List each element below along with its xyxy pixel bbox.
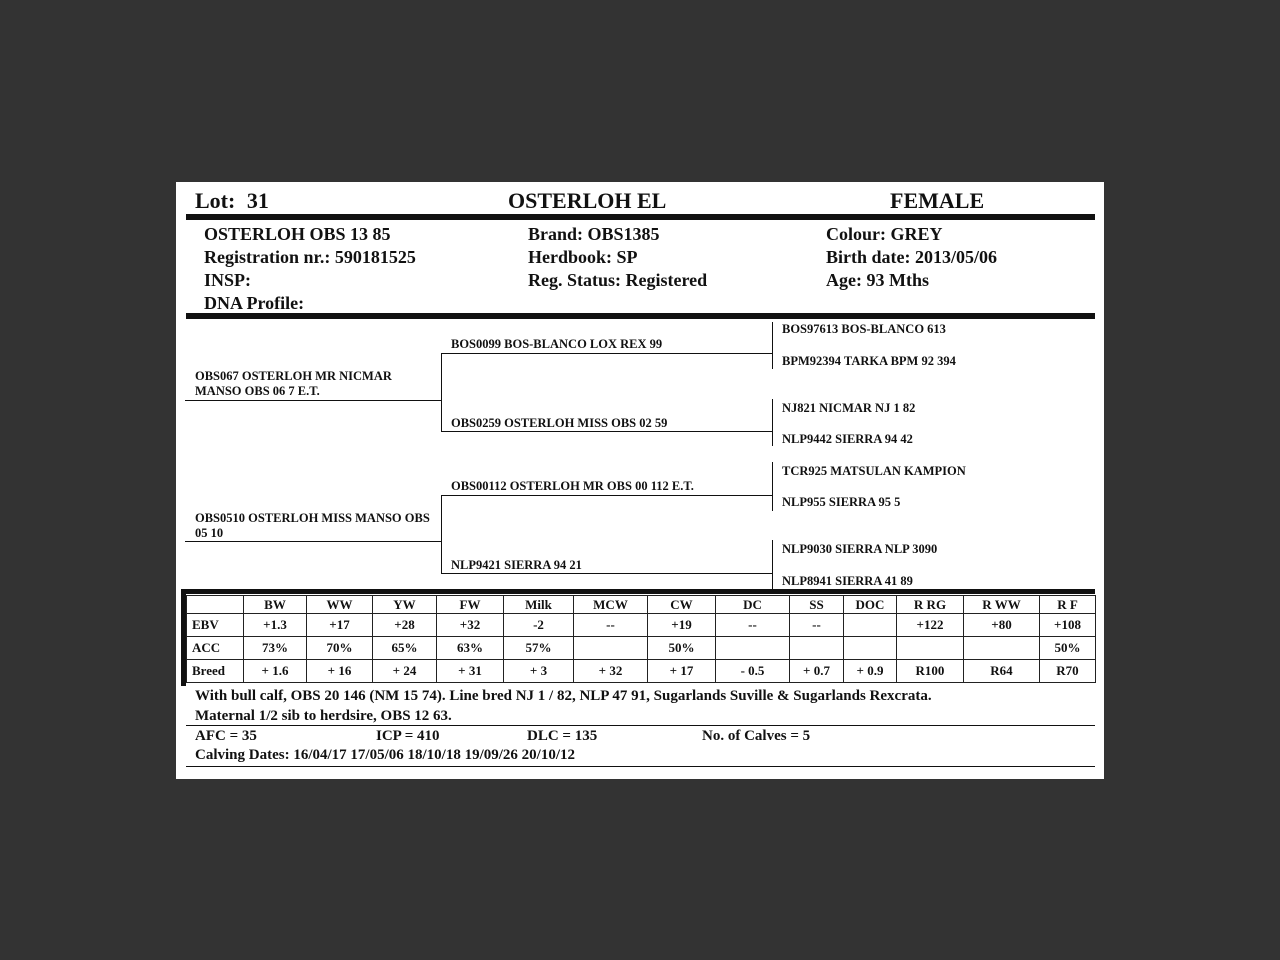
brand-field: Brand: OBS1385	[528, 224, 660, 244]
ebv-header-row	[187, 596, 1096, 614]
ebv-cell: +80	[964, 614, 1040, 637]
dd-line	[441, 573, 773, 574]
birth-date-field: Birth date: 2013/05/06	[826, 247, 997, 267]
ebv-cell: +28	[373, 614, 437, 637]
dna-profile-field: DNA Profile:	[204, 293, 305, 313]
ebv-cell	[574, 637, 648, 660]
ebv-row	[187, 614, 1096, 637]
ebv-cell: +122	[897, 614, 964, 637]
ebv-col-header: DC	[716, 596, 790, 614]
acc-row	[187, 637, 1096, 660]
afc-field: AFC = 35	[195, 728, 257, 744]
herdbook-field: Herdbook: SP	[528, 247, 638, 267]
ebv-cell: - 0.5	[716, 660, 790, 683]
ebv-cell: + 31	[437, 660, 504, 683]
sire-connector	[441, 353, 442, 431]
ds-line	[441, 495, 773, 496]
info-col-left	[204, 223, 416, 315]
ebv-cell: +108	[1040, 614, 1096, 637]
ebv-cell: +19	[648, 614, 716, 637]
ebv-cell: + 32	[574, 660, 648, 683]
sd-line	[441, 431, 773, 432]
sire-line	[185, 400, 441, 401]
breed-row	[187, 660, 1096, 683]
ebv-cell: 57%	[504, 637, 574, 660]
notes-line-1: With bull calf, OBS 20 146 (NM 15 74). Line bred NJ 1 / 82, NLP 47 91, Sugarlands Suville & Sugarlands Rexcrata.	[195, 688, 932, 704]
ebv-col-header: R RG	[897, 596, 964, 614]
ebv-cell	[716, 637, 790, 660]
pedigree-sire-dam: OBS0259 OSTERLOH MISS OBS 02 59	[451, 416, 668, 430]
ebv-cell: + 1.6	[244, 660, 307, 683]
animal-name: OSTERLOH OBS 13 85	[204, 224, 391, 244]
notes-rule	[186, 725, 1095, 726]
insp-field: INSP:	[204, 270, 252, 290]
ebv-col-header: CW	[648, 596, 716, 614]
pedigree-gg-6: NLP955 SIERRA 95 5	[782, 495, 901, 509]
ebv-cell: R70	[1040, 660, 1096, 683]
pedigree-gg-1: BOS97613 BOS-BLANCO 613	[782, 322, 946, 336]
animal-sex: FEMALE	[890, 188, 985, 213]
ebv-cell: +17	[307, 614, 373, 637]
ebv-cell: -2	[504, 614, 574, 637]
lot-card	[176, 182, 1104, 779]
dam-connector	[441, 495, 442, 573]
ebv-cell: 63%	[437, 637, 504, 660]
ebv-col-header: WW	[307, 596, 373, 614]
pedigree-gg-5: TCR925 MATSULAN KAMPION	[782, 464, 966, 478]
ebv-col-header: R F	[1040, 596, 1096, 614]
ebv-cell: + 0.9	[844, 660, 897, 683]
notes-line-2: Maternal 1/2 sib to herdsire, OBS 12 63.	[195, 708, 452, 724]
lot-label-group	[195, 188, 269, 214]
ebv-cell: +1.3	[244, 614, 307, 637]
ebv-cell	[844, 614, 897, 637]
ebv-cell: + 24	[373, 660, 437, 683]
ebv-row-label: Breed	[187, 660, 244, 683]
ebv-col-header: FW	[437, 596, 504, 614]
ebv-cell: + 16	[307, 660, 373, 683]
ebv-col-header: Milk	[504, 596, 574, 614]
header-rule	[186, 214, 1095, 220]
ebv-col-header: DOC	[844, 596, 897, 614]
ds-connector	[772, 462, 773, 511]
calving-dates: Calving Dates: 16/04/17 17/05/06 18/10/18 19/09/26 20/10/12	[195, 747, 576, 763]
ebv-cell: +32	[437, 614, 504, 637]
ebv-cell: + 3	[504, 660, 574, 683]
dam-line	[185, 541, 441, 542]
ebv-col-header: SS	[790, 596, 844, 614]
dlc-field: DLC = 135	[527, 728, 598, 744]
notes-block	[195, 686, 932, 726]
pedigree-dam: OBS0510 OSTERLOH MISS MANSO OBS 05 10	[195, 511, 430, 540]
pedigree-sire: OBS067 OSTERLOH MR NICMAR MANSO OBS 06 7 E.T.	[195, 369, 392, 398]
calves-count-field: No. of Calves = 5	[702, 728, 811, 744]
ebv-col-header: R WW	[964, 596, 1040, 614]
ebv-cell: 50%	[648, 637, 716, 660]
ebv-table	[186, 595, 1096, 683]
ss-line	[441, 353, 773, 354]
lot-number: 31	[246, 188, 269, 213]
info-rule	[186, 313, 1095, 319]
info-col-right	[826, 223, 997, 292]
ebv-cell	[964, 637, 1040, 660]
ebv-cell: 65%	[373, 637, 437, 660]
ebv-row-label: EBV	[187, 614, 244, 637]
ebv-col-header: BW	[244, 596, 307, 614]
pedigree-dam-sire: OBS00112 OSTERLOH MR OBS 00 112 E.T.	[451, 479, 694, 493]
ebv-cell: --	[716, 614, 790, 637]
ss-connector	[772, 322, 773, 369]
pedigree-sire-sire: BOS0099 BOS-BLANCO LOX REX 99	[451, 337, 663, 351]
ebv-cell	[844, 637, 897, 660]
age-field: Age: 93 Mths	[826, 270, 929, 290]
dd-connector	[772, 540, 773, 590]
pedigree-gg-2: BPM92394 TARKA BPM 92 394	[782, 354, 956, 368]
bottom-rule	[186, 766, 1095, 767]
ebv-cell: + 0.7	[790, 660, 844, 683]
ebv-cell	[790, 637, 844, 660]
ebv-cell: R100	[897, 660, 964, 683]
reg-status-field: Reg. Status: Registered	[528, 270, 708, 290]
ebv-cell: 70%	[307, 637, 373, 660]
pedigree-gg-7: NLP9030 SIERRA NLP 3090	[782, 542, 938, 556]
ebv-cell: R64	[964, 660, 1040, 683]
pedigree-gg-4: NLP9442 SIERRA 94 42	[782, 432, 913, 446]
ebv-cell: --	[574, 614, 648, 637]
ebv-cell: + 17	[648, 660, 716, 683]
ebv-top-rule	[181, 589, 1095, 594]
registration-number: Registration nr.: 590181525	[204, 247, 416, 267]
lot-label: Lot:	[195, 188, 236, 213]
ebv-col-header: MCW	[574, 596, 648, 614]
ebv-col-header: YW	[373, 596, 437, 614]
icp-field: ICP = 410	[376, 728, 440, 744]
pedigree-gg-3: NJ821 NICMAR NJ 1 82	[782, 401, 916, 415]
colour-field: Colour: GREY	[826, 224, 943, 244]
ebv-cell: 73%	[244, 637, 307, 660]
pedigree-dam-dam: NLP9421 SIERRA 94 21	[451, 558, 582, 572]
ebv-cell	[897, 637, 964, 660]
info-col-middle	[528, 223, 707, 292]
sd-connector	[772, 399, 773, 446]
ebv-col-header	[187, 596, 244, 614]
ebv-cell: 50%	[1040, 637, 1096, 660]
ebv-cell: --	[790, 614, 844, 637]
pedigree-gg-8: NLP8941 SIERRA 41 89	[782, 574, 913, 588]
animal-title: OSTERLOH EL	[508, 188, 667, 213]
ebv-row-label: ACC	[187, 637, 244, 660]
